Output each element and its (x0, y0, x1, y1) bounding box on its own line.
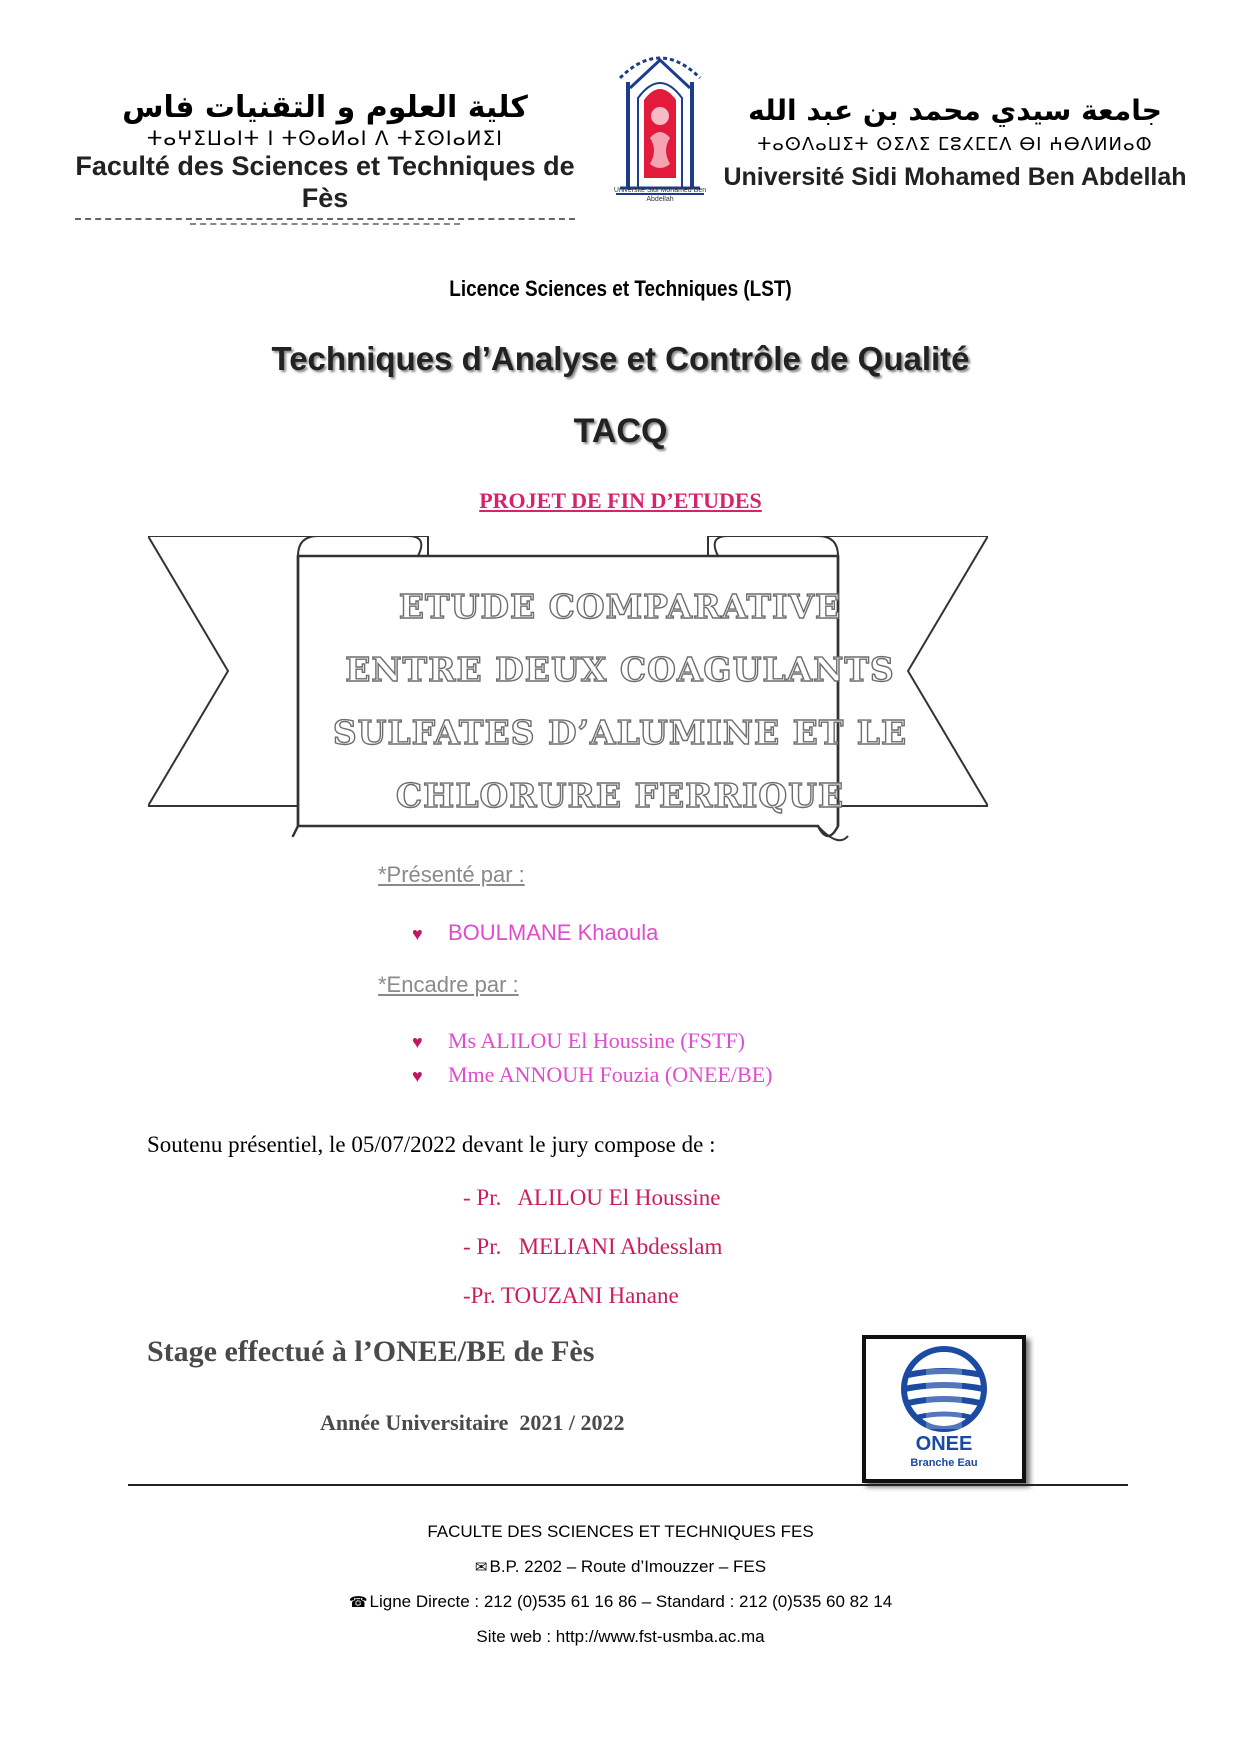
supervisor-name: Ms ALILOU El Houssine (FSTF) (448, 1028, 746, 1053)
heart-bullet-icon: ♥ (412, 924, 423, 944)
supervisor-item (412, 1062, 772, 1088)
heart-bullet-icon: ♥ (412, 1032, 423, 1052)
faculty-name-tifinagh: ⵜⴰⵖⵉⵡⴰⵏⵜ ⵏ ⵜⵙⴰⵍⴰⵏ ⴷ ⵜⵉⵙⵏⴰⵍⵉⵏ (146, 126, 504, 150)
academic-year: Année Universitaire 2021 / 2022 (320, 1410, 625, 1435)
internship-place: Stage effectué à l’ONEE/BE de Fès (147, 1335, 595, 1368)
presented-by-label: *Présenté par : (378, 862, 525, 887)
phone-icon: ☎ (348, 1594, 368, 1611)
licence-title: Licence Sciences et Techniques (LST) (449, 276, 792, 301)
footer-phone-text: Ligne Directe : 212 (0)535 61 16 86 – Standard : 212 (0)535 60 82 14 (369, 1592, 893, 1611)
mailbox-icon: ✉ (474, 1559, 488, 1576)
project-label: PROJET DE FIN D’ETUDES (479, 488, 762, 513)
jury-member: - Pr. MELIANI Abdesslam (463, 1234, 723, 1259)
footer-phone (0, 1592, 1241, 1612)
university-name-french: Université Sidi Mohamed Ben Abdellah (723, 163, 1187, 191)
footer-website: Site web : http://www.fst-usmba.ac.ma (476, 1627, 765, 1646)
faculty-name-arabic: كلية العلوم و التقنيات فاس (122, 90, 528, 125)
supervised-by-label: *Encadre par : (378, 972, 519, 997)
university-header (720, 92, 1190, 194)
university-name-arabic: جامعة سيدي محمد بن عبد الله (748, 94, 1162, 127)
jury-member: -Pr. TOUZANI Hanane (463, 1283, 679, 1308)
footer-divider (128, 1484, 1128, 1486)
university-logo (600, 38, 720, 208)
thesis-title (300, 575, 940, 827)
program-title: Techniques d’Analyse et Contrôle de Qualité (271, 340, 970, 377)
logo-caption: Université Sidi Mohamed Ben Abdellah (613, 187, 707, 203)
header-divider (75, 218, 575, 220)
thesis-title-line: SULFATES D’ALUMINE ET LE (332, 713, 908, 752)
faculty-header (60, 90, 590, 225)
program-acronym: TACQ (573, 412, 668, 450)
faculty-name-french: Faculté des Sciences et Techniques de Fès (75, 151, 575, 213)
header-divider-short (190, 223, 460, 225)
university-name-tifinagh: ⵜⴰⵙⴷⴰⵡⵉⵜ ⵙⵉⴷⵉ ⵎⵓⵃⵎⵎⴷ ⴱⵏ ⵄⴱⴷⵍⵍⴰⵀ (757, 134, 1153, 155)
student-item (412, 920, 658, 946)
onee-name: ONEE (915, 1433, 973, 1455)
heart-bullet-icon: ♥ (412, 1066, 423, 1086)
supervisor-item (412, 1028, 745, 1054)
onee-logo (862, 1335, 1026, 1483)
student-name: BOULMANE Khaoula (448, 920, 659, 945)
footer-address-text: B.P. 2202 – Route d’Imouzzer – FES (489, 1557, 767, 1576)
jury-member: - Pr. ALILOU El Houssine (463, 1185, 721, 1210)
thesis-title-line: ENTRE DEUX COAGULANTS (345, 650, 895, 689)
onee-subtitle: Branche Eau (910, 1457, 978, 1469)
defense-statement: Soutenu présentiel, le 05/07/2022 devant le jury compose de : (147, 1132, 716, 1157)
supervisor-name: Mme ANNOUH Fouzia (ONEE/BE) (448, 1062, 773, 1087)
footer-institution: FACULTE DES SCIENCES ET TECHNIQUES FES (427, 1522, 814, 1541)
thesis-title-line: CHLORURE FERRIQUE (395, 776, 845, 815)
onee-globe-icon (866, 1339, 1022, 1435)
footer-address (0, 1557, 1241, 1577)
thesis-title-line: ETUDE COMPARATIVE (398, 587, 842, 626)
